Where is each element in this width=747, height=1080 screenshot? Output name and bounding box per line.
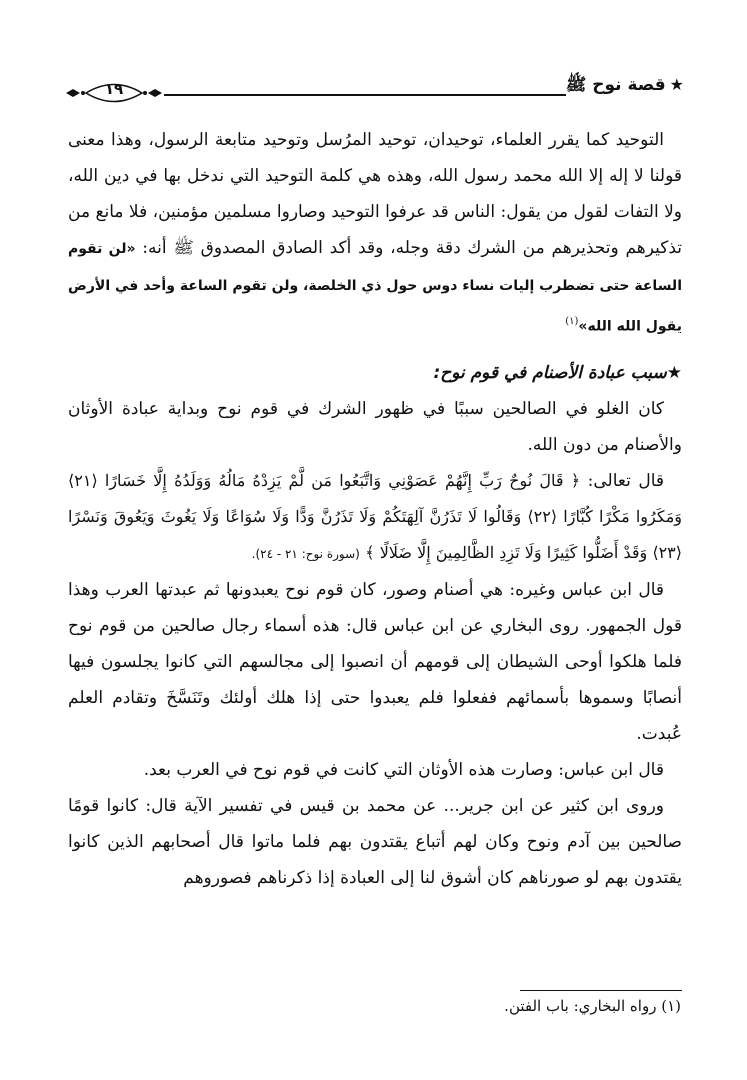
header-rule: [164, 94, 566, 96]
section-heading-text: سبب عبادة الأصنام في قوم نوح:: [433, 362, 667, 383]
page-header: [64, 72, 684, 112]
paragraph-ghuluw: كان الغلو في الصالحين سببًا في ظهور الشرك في قوم نوح وبداية عبادة الأوثان والأصنام من دون الله.: [68, 398, 682, 455]
footnote-rule: [520, 990, 682, 991]
paragraph-ibn-abbas: قال ابن عباس وغيره: هي أصنام وصور، كان قوم نوح يعبدونها ثم عبدتها العرب وهذا قول الجمهور. روى البخاري عن ابن عباس قال: هذه أسماء رجال صالحين من قوم نوح فلما هلكوا أوحى الشيطان إلى قومهم أن انصبوا إلى مجالسهم التي كانوا يجلسون فيها أنصابًا وسموها بأسمائهم ففعلوا فلم يعبدوا حتى إذا هلك أولئك وتَنَسَّخَ وتقادم العلم عُبدت.: [68, 579, 682, 744]
page-number: ١٩: [104, 80, 124, 98]
running-title: [566, 74, 684, 99]
section-heading: [68, 355, 682, 391]
paragraph-tawhid: [68, 122, 682, 345]
star-icon: ★: [669, 75, 684, 94]
paragraph-quran: [68, 463, 682, 572]
surah-reference: (سورة نوح: ٢١ - ٢٤).: [251, 546, 360, 561]
quran-intro: قال تعالى:: [580, 470, 665, 491]
paragraph-ibn-abbas-2: قال ابن عباس: وصارت هذه الأوثان التي كانت في قوم نوح في العرب بعد.: [143, 759, 664, 780]
footnote-marker: (١): [565, 316, 579, 327]
quran-verses: ﴿ قَالَ نُوحٌ رَبِّ إِنَّهُمْ عَصَوْنِي وَاتَّبَعُوا مَن لَّمْ يَزِدْهُ مَالُهُ وَوَلَدُهُ إِلَّا خَسَارًا ⟨٢١⟩ وَمَكَرُوا مَكْرًا كُبَّارًا ⟨٢٢⟩ وَقَالُوا لَا تَذَرُنَّ آلِهَتَكُمْ وَلَا تَذَرُنَّ وَدًّا وَلَا سُوَاعًا وَلَا يَغُوثَ وَيَعُوقَ وَنَسْرًا ⟨٢٣⟩ وَقَدْ أَضَلُّوا كَثِيرًا وَلَا تَزِدِ الظَّالِمِينَ إِلَّا ضَلَالًا ﴾: [68, 470, 682, 562]
running-title-text: قصة نوح ﷺ: [565, 75, 666, 95]
hadith-quote: «لن تقوم الساعة حتى تضطرب إليات نساء دوس حول ذي الخلصة، ولن تقوم الساعة وأحد في الأرض يقول الله الله»: [68, 241, 682, 335]
paragraph-tawhid-text: التوحيد كما يقرر العلماء، توحيدان، توحيد المرُسل وتوحيد متابعة الرسول، وهذا معنى قولنا لا إله إلا الله محمد رسول الله، وهذه هي كلمة التوحيد التي ندخل بها في دين الله، ولا التفات لقول من يقول: الناس قد عرفوا التوحيد وصاروا مسلمين مؤمنين، فلا مانع من تذكيرهم وتحذيرهم من الشرك دقة وجله، وقد أكد الصادق المصدوق ﷺ أنه:: [68, 130, 682, 258]
paragraph-ibn-kathir: وروى ابن كثير عن ابن جرير... عن محمد بن قيس في تفسير الآية قال: كانوا قومًا صالحين بين آدم ونوح وكان لهم أتباع يقتدون بهم فلما ماتوا قال أصحابهم الذين كانوا يقتدون بهم لو صورناهم كان أشوق لنا إلى العبادة إذا ذكرناهم فصوروهم: [68, 795, 682, 888]
footnote: (١) رواه البخاري: باب الفتن.: [504, 997, 681, 1015]
page-body: [68, 122, 682, 896]
star-icon: ★: [666, 362, 682, 383]
